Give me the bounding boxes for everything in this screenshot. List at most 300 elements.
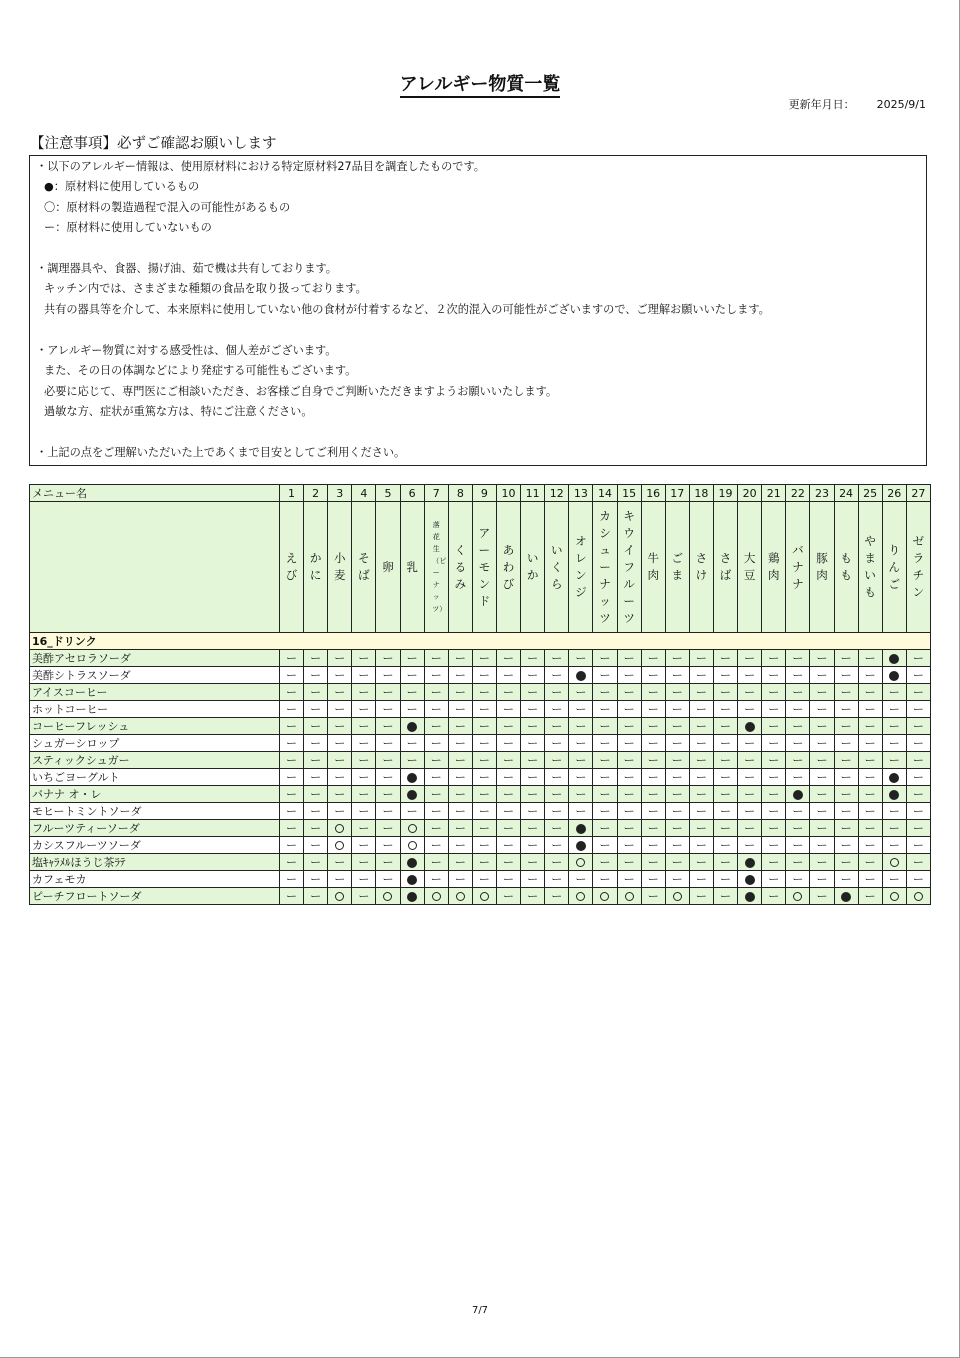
allergen-number: 3: [328, 485, 352, 502]
allergen-cell: [593, 684, 617, 701]
not-used-mark: ー: [382, 855, 394, 869]
allergen-cell: [521, 820, 545, 837]
allergen-cell: [834, 752, 858, 769]
not-used-mark: ー: [864, 804, 876, 818]
not-used-mark: ー: [286, 838, 298, 852]
allergen-cell: [689, 752, 713, 769]
not-used-mark: ー: [816, 668, 828, 682]
menu-row: [30, 786, 931, 803]
allergen-cell: [472, 820, 496, 837]
possible-contamination-mark: [914, 892, 923, 901]
not-used-mark: ー: [406, 736, 418, 750]
not-used-mark: ー: [454, 872, 466, 886]
not-used-mark: ー: [720, 736, 732, 750]
update-date: [789, 96, 926, 112]
allergen-cell: [713, 667, 737, 684]
allergen-cell: [569, 769, 593, 786]
allergen-cell: [882, 803, 906, 820]
not-used-mark: ー: [744, 753, 756, 767]
not-used-mark: ー: [623, 770, 635, 784]
allergen-cell: [906, 718, 930, 735]
not-used-mark: ー: [888, 804, 900, 818]
allergen-cell: [810, 752, 834, 769]
contains-mark: [889, 654, 899, 664]
not-used-mark: ー: [382, 668, 394, 682]
allergen-name-cell: [906, 502, 930, 633]
allergen-cell: [328, 752, 352, 769]
allergen-cell: [545, 701, 569, 718]
allergen-cell: [858, 837, 882, 854]
allergen-cell: [834, 871, 858, 888]
allergen-cell: [641, 701, 665, 718]
not-used-mark: ー: [647, 872, 659, 886]
allergen-cell: [400, 854, 424, 871]
allergen-name-cell: [762, 502, 786, 633]
allergen-cell: [448, 718, 472, 735]
not-used-mark: ー: [310, 889, 322, 903]
not-used-mark: ー: [864, 770, 876, 784]
not-used-mark: ー: [792, 685, 804, 699]
allergen-cell: [882, 752, 906, 769]
not-used-mark: ー: [744, 838, 756, 852]
allergen-cell: [448, 871, 472, 888]
allergen-cell: [521, 667, 545, 684]
not-used-mark: ー: [695, 702, 707, 716]
allergen-cell: [328, 820, 352, 837]
allergen-cell: [906, 684, 930, 701]
not-used-mark: ー: [744, 651, 756, 665]
notes-box: [29, 155, 927, 466]
not-used-mark: ー: [647, 651, 659, 665]
allergen-cell: [906, 820, 930, 837]
allergen-name-cell: [496, 502, 520, 633]
allergen-cell: [376, 667, 400, 684]
allergen-cell: [906, 769, 930, 786]
allergen-cell: [593, 650, 617, 667]
not-used-mark: ー: [864, 685, 876, 699]
not-used-mark: ー: [647, 787, 659, 801]
not-used-mark: ー: [454, 668, 466, 682]
allergen-name-cell: [352, 502, 376, 633]
allergen-cell: [545, 718, 569, 735]
allergen-cell: [689, 786, 713, 803]
not-used-mark: ー: [671, 651, 683, 665]
not-used-mark: ー: [503, 872, 515, 886]
allergen-cell: [521, 803, 545, 820]
allergen-cell: [906, 871, 930, 888]
allergen-cell: [641, 820, 665, 837]
allergen-cell: [400, 871, 424, 888]
note-line: ・調理器具や、食器、揚げ油、茹で機は共有しております。: [36, 262, 337, 275]
allergen-cell: [328, 769, 352, 786]
allergen-name: アーモンド: [478, 525, 491, 608]
allergen-cell: [496, 735, 520, 752]
not-used-mark: ー: [430, 770, 442, 784]
not-used-mark: ー: [286, 872, 298, 886]
allergen-cell: [810, 854, 834, 871]
allergen-name-cell: [424, 502, 448, 633]
allergen-name-cell: [882, 502, 906, 633]
not-used-mark: ー: [671, 855, 683, 869]
allergen-cell: [400, 888, 424, 905]
allergen-cell: [472, 718, 496, 735]
not-used-mark: ー: [792, 838, 804, 852]
allergen-cell: [786, 667, 810, 684]
menu-item-name: モヒートミントソーダ: [30, 803, 280, 820]
not-used-mark: ー: [888, 736, 900, 750]
not-used-mark: ー: [671, 702, 683, 716]
menu-row: [30, 684, 931, 701]
allergen-number: 4: [352, 485, 376, 502]
allergen-cell: [665, 820, 689, 837]
allergen-name: 小麦: [334, 551, 346, 582]
not-used-mark: ー: [912, 668, 924, 682]
allergen-cell: [569, 735, 593, 752]
not-used-mark: ー: [527, 872, 539, 886]
not-used-mark: ー: [478, 855, 490, 869]
not-used-mark: ー: [310, 685, 322, 699]
allergen-name-cell: [448, 502, 472, 633]
not-used-mark: ー: [334, 804, 346, 818]
allergen-name: かに: [309, 551, 322, 582]
allergen-cell: [834, 684, 858, 701]
not-used-mark: ー: [671, 736, 683, 750]
allergen-cell: [424, 888, 448, 905]
not-used-mark: ー: [599, 770, 611, 784]
not-used-mark: ー: [720, 821, 732, 835]
allergen-name-cell: [617, 502, 641, 633]
allergen-cell: [593, 701, 617, 718]
allergen-cell: [689, 769, 713, 786]
allergen-name-cell: [738, 502, 762, 633]
not-used-mark: ー: [647, 889, 659, 903]
allergen-cell: [352, 718, 376, 735]
allergen-cell: [328, 888, 352, 905]
not-used-mark: ー: [599, 668, 611, 682]
allergen-cell: [738, 752, 762, 769]
not-used-mark: ー: [864, 753, 876, 767]
allergen-cell: [834, 837, 858, 854]
not-used-mark: ー: [358, 804, 370, 818]
allergen-cell: [834, 803, 858, 820]
allergen-cell: [882, 888, 906, 905]
not-used-mark: ー: [575, 719, 587, 733]
allergen-cell: [448, 701, 472, 718]
allergen-cell: [545, 735, 569, 752]
not-used-mark: ー: [503, 719, 515, 733]
allergen-cell: [858, 752, 882, 769]
not-used-mark: ー: [720, 651, 732, 665]
not-used-mark: ー: [358, 838, 370, 852]
allergen-number: 17: [665, 485, 689, 502]
allergen-cell: [617, 718, 641, 735]
allergen-cell: [328, 735, 352, 752]
allergen-cell: [569, 854, 593, 871]
allergen-name-cell: [689, 502, 713, 633]
allergen-cell: [906, 735, 930, 752]
allergen-cell: [448, 650, 472, 667]
not-used-mark: ー: [358, 736, 370, 750]
allergen-name-cell: [834, 502, 858, 633]
allergen-cell: [810, 735, 834, 752]
not-used-mark: ー: [286, 736, 298, 750]
possible-contamination-mark: [383, 892, 392, 901]
not-used-mark: ー: [720, 787, 732, 801]
allergen-cell: [424, 735, 448, 752]
not-used-mark: ー: [623, 821, 635, 835]
not-used-mark: ー: [840, 821, 852, 835]
allergen-cell: [496, 871, 520, 888]
allergen-cell: [762, 803, 786, 820]
not-used-mark: ー: [551, 753, 563, 767]
allergen-cell: [376, 718, 400, 735]
not-used-mark: ー: [768, 855, 780, 869]
not-used-mark: ー: [720, 804, 732, 818]
not-used-mark: ー: [503, 651, 515, 665]
allergen-number: 6: [400, 485, 424, 502]
allergen-number: 20: [738, 485, 762, 502]
not-used-mark: ー: [478, 770, 490, 784]
allergen-cell: [858, 650, 882, 667]
not-used-mark: ー: [551, 804, 563, 818]
allergen-cell: [810, 837, 834, 854]
not-used-mark: ー: [912, 651, 924, 665]
allergen-name: オレンジ: [575, 534, 587, 599]
not-used-mark: ー: [695, 685, 707, 699]
not-used-mark: ー: [551, 651, 563, 665]
allergen-cell: [738, 871, 762, 888]
allergen-cell: [738, 735, 762, 752]
allergen-cell: [352, 769, 376, 786]
not-used-mark: ー: [382, 804, 394, 818]
allergen-name-cell: [569, 502, 593, 633]
allergen-cell: [521, 684, 545, 701]
allergen-cell: [882, 667, 906, 684]
not-used-mark: ー: [454, 804, 466, 818]
allergen-cell: [834, 718, 858, 735]
allergen-cell: [352, 803, 376, 820]
not-used-mark: ー: [310, 651, 322, 665]
not-used-mark: ー: [406, 668, 418, 682]
allergen-name-cell: [304, 502, 328, 633]
allergen-cell: [545, 786, 569, 803]
allergen-cell: [376, 650, 400, 667]
allergen-cell: [521, 735, 545, 752]
contains-mark: [841, 892, 851, 902]
not-used-mark: ー: [527, 651, 539, 665]
allergen-cell: [762, 769, 786, 786]
not-used-mark: ー: [527, 838, 539, 852]
allergen-cell: [738, 684, 762, 701]
not-used-mark: ー: [575, 651, 587, 665]
not-used-mark: ー: [454, 736, 466, 750]
not-used-mark: ー: [310, 804, 322, 818]
allergen-cell: [400, 650, 424, 667]
allergen-cell: [280, 735, 304, 752]
not-used-mark: ー: [623, 668, 635, 682]
allergen-name-cell: [521, 502, 545, 633]
not-used-mark: ー: [575, 736, 587, 750]
allergen-number: 9: [472, 485, 496, 502]
not-used-mark: ー: [792, 651, 804, 665]
notes-heading: 【注意事項】必ずご確認お願いします: [30, 136, 277, 152]
not-used-mark: ー: [792, 736, 804, 750]
allergen-number: 11: [521, 485, 545, 502]
allergen-name-cell: [328, 502, 352, 633]
not-used-mark: ー: [695, 668, 707, 682]
allergen-number: 12: [545, 485, 569, 502]
not-used-mark: ー: [334, 770, 346, 784]
allergen-cell: [858, 820, 882, 837]
allergen-cell: [280, 871, 304, 888]
allergen-cell: [762, 650, 786, 667]
contains-mark: [576, 841, 586, 851]
allergen-cell: [376, 837, 400, 854]
allergen-cell: [786, 820, 810, 837]
not-used-mark: ー: [623, 838, 635, 852]
allergen-cell: [665, 650, 689, 667]
allergen-cell: [689, 735, 713, 752]
not-used-mark: ー: [382, 872, 394, 886]
not-used-mark: ー: [912, 736, 924, 750]
not-used-mark: ー: [840, 685, 852, 699]
allergen-name: カシューナッツ: [599, 508, 611, 625]
not-used-mark: ー: [503, 838, 515, 852]
category-row: [30, 633, 931, 650]
allergen-cell: [280, 752, 304, 769]
allergen-cell: [786, 837, 810, 854]
allergen-cell: [448, 837, 472, 854]
menu-item-name: アイスコーヒー: [30, 684, 280, 701]
allergen-cell: [496, 888, 520, 905]
allergen-cell: [906, 752, 930, 769]
not-used-mark: ー: [430, 651, 442, 665]
not-used-mark: ー: [599, 804, 611, 818]
allergen-number: 10: [496, 485, 520, 502]
allergen-cell: [713, 888, 737, 905]
allergen-cell: [280, 786, 304, 803]
not-used-mark: ー: [864, 668, 876, 682]
allergen-cell: [328, 667, 352, 684]
allergen-cell: [738, 820, 762, 837]
not-used-mark: ー: [720, 838, 732, 852]
menu-row: [30, 667, 931, 684]
menu-item-name: ピーチフロートソーダ: [30, 888, 280, 905]
allergen-cell: [569, 684, 593, 701]
allergen-cell: [713, 752, 737, 769]
allergen-cell: [858, 667, 882, 684]
possible-contamination-mark: [335, 824, 344, 833]
not-used-mark: ー: [358, 651, 370, 665]
allergen-cell: [376, 871, 400, 888]
page-number: 7/7: [471, 1305, 489, 1316]
allergen-cell: [641, 837, 665, 854]
not-used-mark: ー: [358, 872, 370, 886]
not-used-mark: ー: [551, 889, 563, 903]
allergen-name: キウイフルーツ: [623, 508, 635, 625]
not-used-mark: ー: [647, 753, 659, 767]
menu-item-name: 美酢アセロラソーダ: [30, 650, 280, 667]
allergen-cell: [665, 854, 689, 871]
allergen-cell: [496, 854, 520, 871]
not-used-mark: ー: [575, 753, 587, 767]
contains-mark: [576, 824, 586, 834]
allergen-number: 19: [713, 485, 737, 502]
allergen-cell: [665, 786, 689, 803]
possible-contamination-mark: [335, 841, 344, 850]
not-used-mark: ー: [816, 719, 828, 733]
allergen-cell: [738, 803, 762, 820]
allergen-cell: [352, 701, 376, 718]
not-used-mark: ー: [744, 702, 756, 716]
allergen-cell: [786, 769, 810, 786]
not-used-mark: ー: [430, 804, 442, 818]
allergen-cell: [834, 854, 858, 871]
not-used-mark: ー: [575, 770, 587, 784]
allergen-cell: [376, 854, 400, 871]
contains-mark: [745, 892, 755, 902]
not-used-mark: ー: [744, 821, 756, 835]
allergen-cell: [713, 837, 737, 854]
not-used-mark: ー: [551, 702, 563, 716]
allergen-cell: [376, 786, 400, 803]
allergen-cell: [906, 650, 930, 667]
not-used-mark: ー: [816, 651, 828, 665]
allergen-cell: [400, 684, 424, 701]
allergen-cell: [328, 837, 352, 854]
contains-mark: [407, 892, 417, 902]
not-used-mark: ー: [430, 855, 442, 869]
note-line: 共有の器具等を介して、本来原料に使用していない他の食材が付着するなど、２次的混入の可能性がございますので、ご理解お願いいたします。: [44, 303, 770, 316]
allergen-name: えび: [285, 551, 298, 582]
not-used-mark: ー: [286, 770, 298, 784]
not-used-mark: ー: [310, 855, 322, 869]
allergen-cell: [569, 667, 593, 684]
allergen-cell: [762, 667, 786, 684]
not-used-mark: ー: [792, 770, 804, 784]
not-used-mark: ー: [792, 702, 804, 716]
allergen-cell: [280, 769, 304, 786]
not-used-mark: ー: [744, 685, 756, 699]
allergen-cell: [762, 854, 786, 871]
allergen-cell: [424, 650, 448, 667]
not-used-mark: ー: [382, 685, 394, 699]
not-used-mark: ー: [840, 838, 852, 852]
allergen-cell: [280, 820, 304, 837]
allergen-cell: [738, 837, 762, 854]
not-used-mark: ー: [912, 787, 924, 801]
allergen-cell: [810, 667, 834, 684]
not-used-mark: ー: [334, 872, 346, 886]
not-used-mark: ー: [671, 668, 683, 682]
allergen-cell: [738, 888, 762, 905]
allergen-cell: [593, 786, 617, 803]
not-used-mark: ー: [286, 787, 298, 801]
not-used-mark: ー: [358, 787, 370, 801]
allergen-cell: [593, 718, 617, 735]
not-used-mark: ー: [671, 719, 683, 733]
not-used-mark: ー: [792, 872, 804, 886]
not-used-mark: ー: [888, 838, 900, 852]
allergen-cell: [689, 803, 713, 820]
allergen-cell: [858, 735, 882, 752]
menu-row: [30, 735, 931, 752]
not-used-mark: ー: [310, 702, 322, 716]
allergen-cell: [641, 718, 665, 735]
allergen-cell: [280, 803, 304, 820]
allergen-cell: [617, 650, 641, 667]
allergen-cell: [424, 667, 448, 684]
